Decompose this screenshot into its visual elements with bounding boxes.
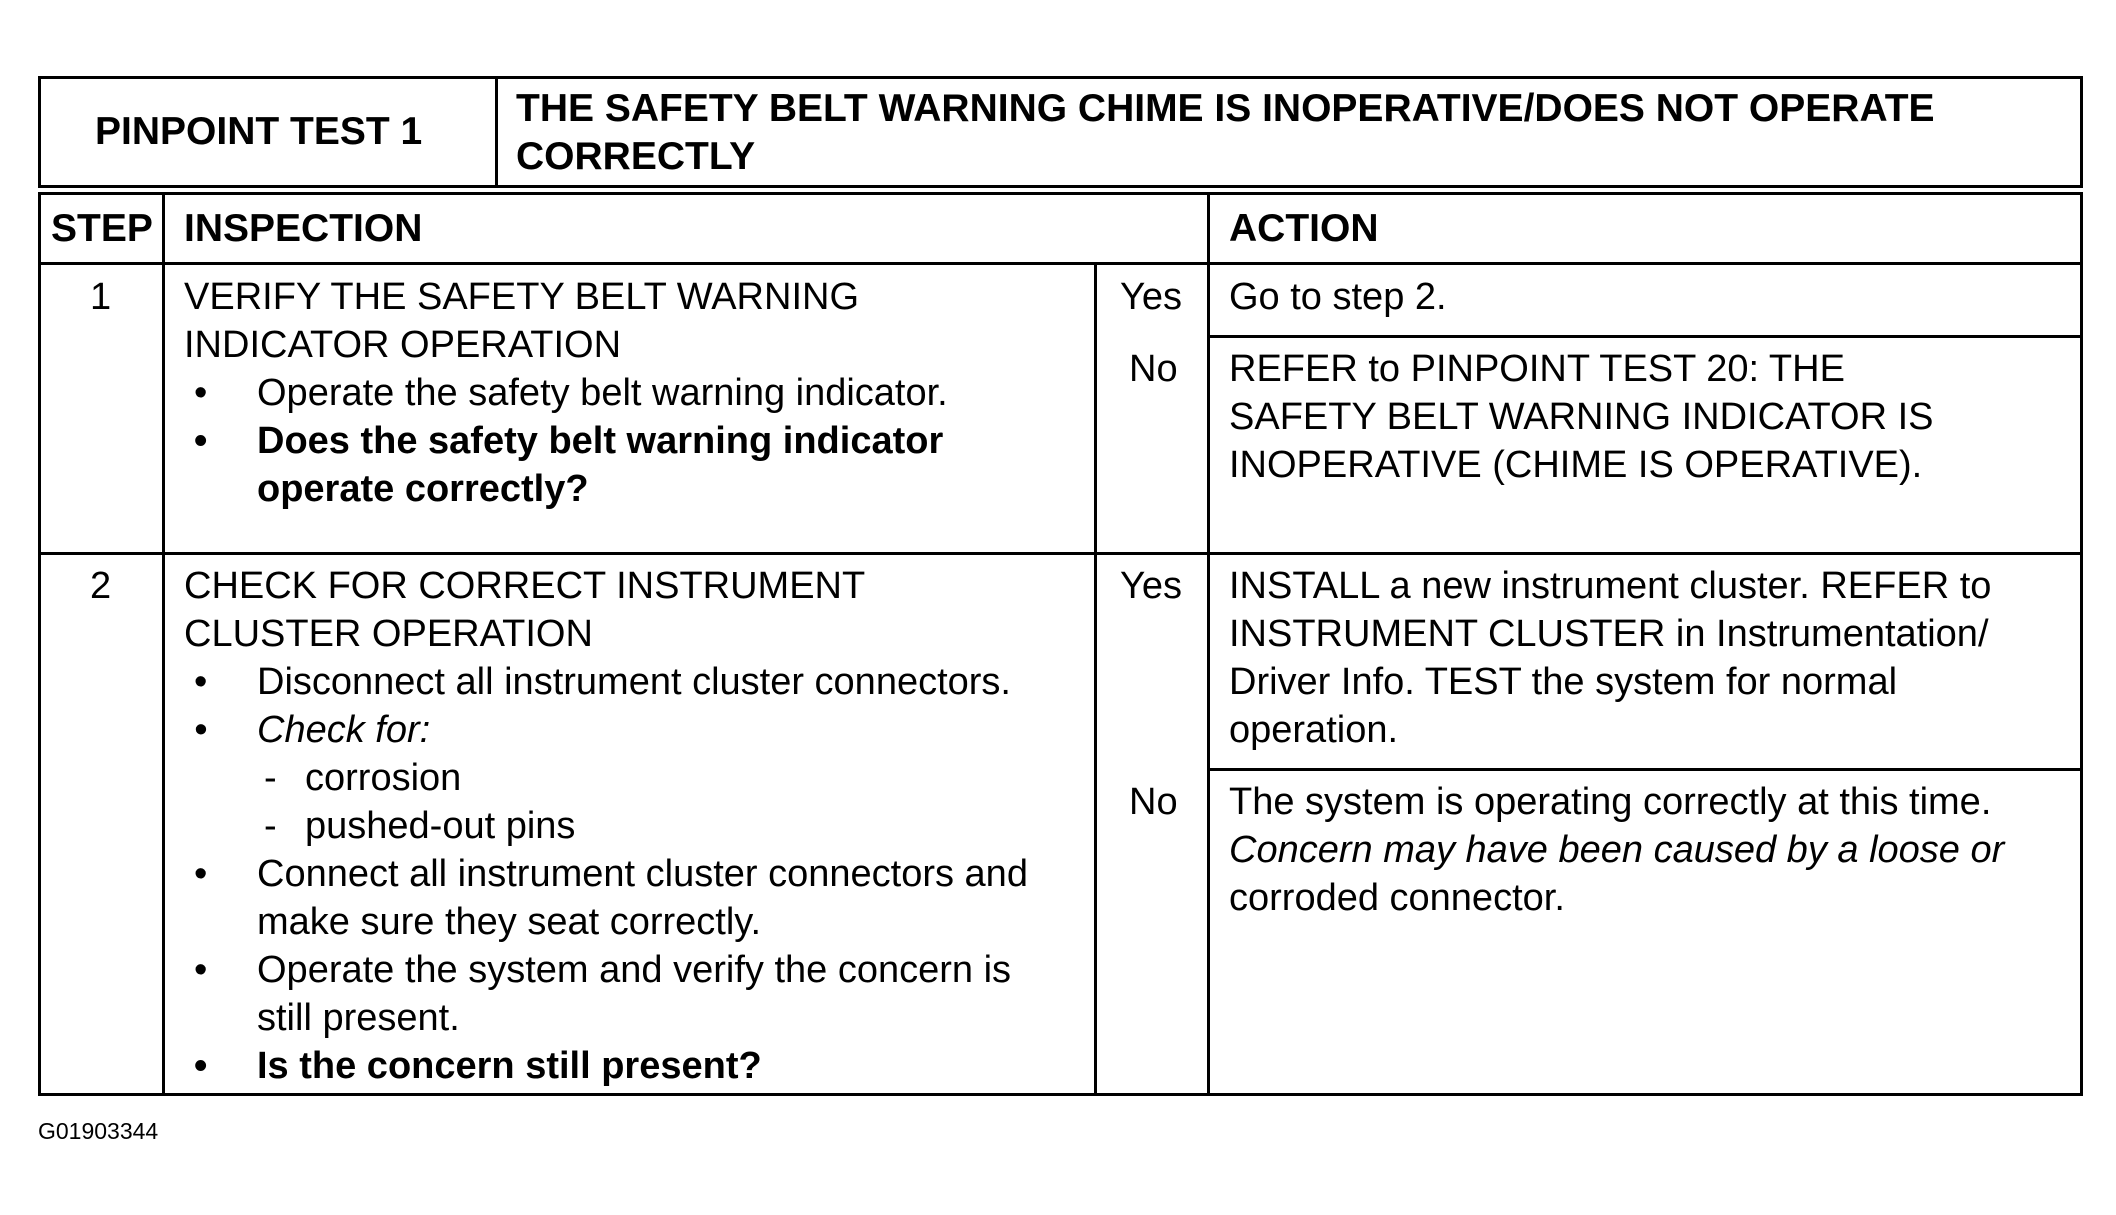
step-1-no-action	[1229, 345, 1934, 489]
test-title-line-1: THE SAFETY BELT WARNING CHIME IS INOPERATIVE/DOES NOT OPERATE	[516, 87, 1935, 130]
list-item-text: Is the concern still present?	[257, 1045, 762, 1087]
step-1-inspection	[184, 273, 1084, 513]
list-item-question	[184, 417, 1084, 513]
step-2-checklist-continued	[184, 850, 1094, 1090]
divider-action	[1207, 195, 1210, 1093]
step-1-title-line-1: VERIFY THE SAFETY BELT WARNING	[184, 276, 860, 318]
bullet-icon: •	[194, 949, 208, 991]
column-header-inspection: INSPECTION	[184, 207, 423, 250]
action-line: corroded connector.	[1229, 877, 1565, 919]
step-number-1: 1	[90, 276, 112, 318]
step-1-yes-label: Yes	[1120, 276, 1182, 318]
step-2-no-action	[1229, 778, 2004, 922]
divider-yes-no	[1094, 265, 1097, 1093]
sublist-item	[184, 754, 1094, 802]
list-item	[184, 946, 1094, 1042]
step-2-yes-label: Yes	[1120, 565, 1182, 607]
list-item-question	[184, 1042, 1094, 1090]
action-line: The system is operating correctly at this time.	[1229, 781, 1992, 823]
check-for-sublist	[184, 754, 1094, 850]
action-line: operation.	[1229, 709, 1399, 751]
step-2-inspection	[184, 562, 1094, 1090]
action-line: Driver Info. TEST the system for normal	[1229, 661, 1898, 703]
list-item	[184, 706, 1094, 754]
sublist-item-text: corrosion	[305, 757, 462, 799]
step-1-yes-action: Go to step 2.	[1229, 276, 1447, 318]
dash-icon: -	[264, 757, 277, 799]
action-line: REFER to PINPOINT TEST 20: THE	[1229, 348, 1845, 390]
list-item-text: Connect all instrument cluster connectors and	[257, 853, 1028, 895]
step-2-title-line-2: CLUSTER OPERATION	[184, 613, 593, 655]
divider-row-1-2	[41, 552, 2080, 555]
bullet-icon: •	[194, 709, 208, 751]
bullet-icon: •	[194, 1045, 208, 1087]
action-line: INSTALL a new instrument cluster. REFER to	[1229, 565, 1992, 607]
column-header-action: ACTION	[1229, 207, 1379, 250]
figure-id: G01903344	[38, 1118, 159, 1144]
action-line: Concern may have been caused by a loose or	[1229, 829, 2005, 871]
list-item-text: Does the safety belt warning indicator	[257, 420, 944, 462]
list-item-text: Operate the safety belt warning indicator.	[257, 372, 948, 414]
action-line: INSTRUMENT CLUSTER in Instrumentation/	[1229, 613, 1989, 655]
step-number-2: 2	[90, 565, 112, 607]
action-line: SAFETY BELT WARNING INDICATOR IS	[1229, 396, 1934, 438]
test-label: PINPOINT TEST 1	[41, 79, 498, 185]
test-title-line-2: CORRECTLY	[516, 135, 756, 178]
list-item-text: Check for:	[257, 709, 431, 751]
sublist-item	[184, 802, 1094, 850]
sublist-item-text: pushed-out pins	[305, 805, 576, 847]
dash-icon: -	[264, 805, 277, 847]
divider-header-row	[41, 262, 2080, 265]
divider-row1-yes-no	[1207, 335, 2080, 338]
bullet-icon: •	[194, 661, 208, 703]
column-header-step: STEP	[51, 207, 153, 250]
steps-table	[38, 192, 2083, 1096]
step-2-yes-action	[1229, 562, 1991, 754]
list-item-text: Disconnect all instrument cluster connectors.	[257, 661, 1011, 703]
divider-step	[162, 195, 165, 1093]
list-item-text: still present.	[257, 997, 460, 1039]
step-2-checklist	[184, 658, 1094, 754]
list-item-text: Operate the system and verify the concern is	[257, 949, 1012, 991]
list-item-text: make sure they seat correctly.	[257, 901, 762, 943]
step-2-title-line-1: CHECK FOR CORRECT INSTRUMENT	[184, 565, 866, 607]
bullet-icon: •	[194, 372, 208, 414]
test-title	[498, 79, 2080, 185]
list-item-text: operate correctly?	[257, 468, 589, 510]
divider-row2-yes-no	[1207, 768, 2080, 771]
step-1-title-line-2: INDICATOR OPERATION	[184, 324, 622, 366]
list-item	[184, 658, 1094, 706]
bullet-icon: •	[194, 420, 208, 462]
step-2-no-label: No	[1129, 781, 1178, 823]
bullet-icon: •	[194, 853, 208, 895]
list-item	[184, 369, 1084, 417]
list-item	[184, 850, 1094, 946]
step-1-checklist	[184, 369, 1084, 513]
test-header	[38, 76, 2083, 188]
step-1-no-label: No	[1129, 348, 1178, 390]
action-line: INOPERATIVE (CHIME IS OPERATIVE).	[1229, 444, 1923, 486]
